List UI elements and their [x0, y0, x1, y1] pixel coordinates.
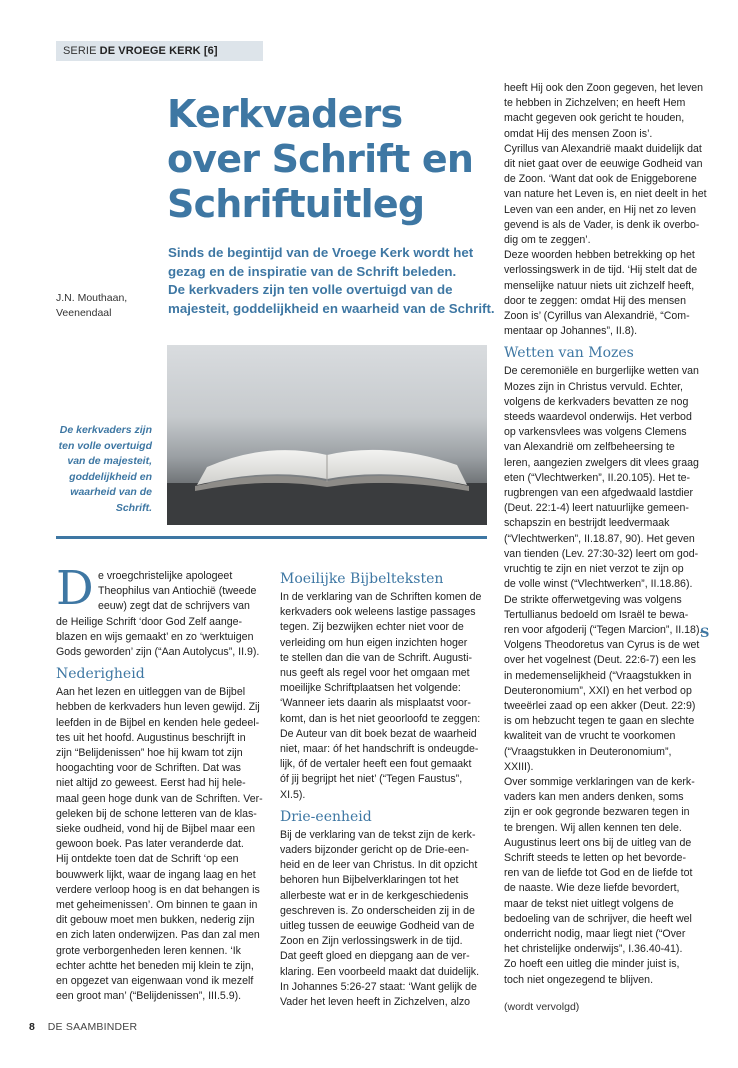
book-illustration: [167, 345, 487, 525]
caption-line: Schrift.: [115, 501, 152, 514]
text-line: Schrift steeds te letten op het bevorde-: [504, 851, 686, 864]
title-line: over Schrift en: [167, 137, 474, 181]
text-line: tes uit het hoofd. Augustinus beschrijft in: [56, 731, 246, 744]
text-line: ren van de liefde tot God en de liefde tot: [504, 867, 693, 880]
text-line: De strikte offerwetgeving was volgens: [504, 593, 682, 606]
text-line: macht gegeven ook gericht te houden,: [504, 112, 685, 125]
text-line: Zo hoeft een uitleg die minder juist is,: [504, 958, 680, 971]
text-line: heid en de leer van Christus. In dit opzicht: [280, 859, 478, 872]
section-heading: Drie-eenheid: [280, 808, 372, 825]
text-line: kerkvaders ook weleens lastige passages: [280, 606, 476, 619]
text-line: eeuw) zegt dat de schrijvers van: [98, 600, 250, 613]
page-footer: [29, 1021, 137, 1033]
text-line: en opgezet van eigenwaan vond ik mezelf: [56, 975, 254, 988]
section-body: [280, 590, 488, 803]
text-line: tweeërlei zaad op een akker (Deut. 22:9): [504, 699, 696, 712]
text-line: door te zeggen: omdat Hij des mensen: [504, 294, 686, 307]
text-line: Hij ontdekte toen dat de Schrift ‘op een: [56, 853, 239, 866]
text-line: menselijke natuur niets uit zichzelf heeft,: [504, 279, 695, 292]
text-line: Over sommige verklaringen van de kerk-: [504, 775, 695, 788]
text-line: te stellen dan die van de Schrift. Augusti-: [280, 651, 472, 664]
text-line: leefden in de Bijbel en kenden hele gedeel-: [56, 716, 260, 729]
text-line: nus geeft als regel voor het omgaan met: [280, 667, 470, 680]
text-line: de volle winst (“Vlechtwerken”, II.18.86).: [504, 578, 693, 591]
text-line: Augustinus leert ons bij de uitleg van de: [504, 836, 692, 849]
text-line: óf jij begrijpt het niet’ (“Tegen Faustus”,: [280, 773, 463, 786]
text-line: (“Vlechtwerken”, II.18.87, 90). Het geven: [504, 532, 695, 545]
text-line: onderricht nodig, maar liegt niet (“Over: [504, 927, 686, 940]
text-line: Theophilus van Antiochië (tweede: [98, 585, 257, 598]
text-line: Bij de verklaring van de tekst zijn de kerk-: [280, 828, 476, 841]
text-line: blazen en wijs gemaakt’ en zo ‘werktuigen: [56, 630, 254, 643]
text-line: op varkensvlees was volgens Clemens: [504, 426, 687, 439]
text-line: te brengen. Wij allen kennen ten dele.: [504, 821, 682, 834]
text-line: het christelijke onderwijs”, I.36.40-41).: [504, 943, 683, 956]
text-line: komt, dan is het niet geoorloofd te zeggen:: [280, 712, 481, 725]
text-line: schapszin en bestrijdt leedvermaak: [504, 517, 670, 530]
intro-line: De kerkvaders zijn ten volle overtuigd van de: [168, 282, 453, 297]
text-line: de Zoon. ‘Want dat ook de Eniggeborene: [504, 173, 697, 186]
text-line: lijk, óf de vertaler heeft een fout gemaakt: [280, 758, 472, 771]
text-line: en zich laten onderwijzen. Pas dan zal men: [56, 929, 260, 942]
text-line: verlossingswerk in de tijd. ‘Hij stelt dat de: [504, 264, 698, 277]
text-line: e vroegchristelijke apologeet: [98, 570, 233, 582]
text-line: gewoon boek. Pas later veranderde dat.: [56, 838, 244, 851]
magazine-name: DE SAAMBINDER: [47, 1021, 138, 1033]
text-line: over het vogelnest (Deut. 22:6-7) een les: [504, 654, 696, 667]
caption-line: waarheid van de: [70, 486, 152, 498]
drop-cap: D: [56, 561, 94, 616]
text-line: van tienden (Lev. 27:30-32) leert om god-: [504, 547, 699, 560]
text-line: allerbeste wat er in de kerkgeschiedenis: [280, 889, 469, 902]
text-line: geschreven is. Zo onderscheiden zij in de: [280, 904, 475, 917]
text-line: maar de tekst niet uitlegt volgens de: [504, 897, 674, 910]
text-line: volgens de kerkvaders bevatten ze nog: [504, 395, 689, 408]
author-byline: [56, 291, 127, 321]
open-bible-photo: [167, 345, 487, 525]
text-line: De Auteur van dit boek bezat de waarheid: [280, 727, 477, 740]
text-line: steeds waardevol onderwijs. Het verbod: [504, 411, 692, 424]
text-line: eten (“Vlechtwerken”, II.20.105). Het te-: [504, 471, 691, 484]
text-line: Cyrillus van Alexandrië maakt duidelijk dat: [504, 142, 702, 155]
photo-caption: [56, 423, 152, 516]
text-line: verleiding om hun eigen inzichten hoger: [280, 636, 468, 649]
text-line: omdat Hij des mensen Zoon is’.: [504, 127, 653, 140]
text-line: hebben de kerkvaders hun leven gewijd. Zij: [56, 701, 260, 714]
text-line: geleken bij de schone letteren van de klas-: [56, 807, 257, 820]
text-line: Volgens Theodoretus van Cyrus is de wet: [504, 639, 700, 652]
text-line: de Heilige Schrift ‘door God Zelf aange-: [56, 615, 243, 628]
page-number: 8: [29, 1021, 35, 1033]
section-divider: [56, 536, 487, 539]
text-line: Mozes zijn in Christus vervuld. Echter,: [504, 380, 683, 393]
text-line: mentaar op Johannes”, II.8).: [504, 325, 638, 338]
series-tab: [56, 41, 263, 61]
text-line: dit niet gaat over de eeuwige Godheid van: [504, 158, 703, 171]
text-line: toch niet ongezegend te blijven.: [504, 973, 654, 986]
caption-line: De kerkvaders zijn: [59, 424, 152, 436]
text-line: de naaste. Wie deze liefde bevordert,: [504, 882, 680, 895]
text-line: In de verklaring van de Schriften komen de: [280, 591, 482, 603]
text-line: niet, maar: óf het handschrift is ondeugde-: [280, 743, 479, 756]
title-line: Kerkvaders: [167, 92, 403, 136]
text-line: grote verborgenheden leren kennen. ‘Ik: [56, 944, 241, 957]
text-line: leren, aangezien zwelgers dit vlees graag: [504, 456, 699, 469]
series-name: DE VROEGE KERK [6]: [99, 45, 218, 57]
author-place: Veenendaal: [56, 307, 112, 319]
text-line: tegen. Zij bezwijken echter niet voor de: [280, 621, 464, 634]
text-line: van nature het Leven is, en niet deelt in het: [504, 188, 707, 201]
text-line: is om hebzucht tegen te gaan en slechte: [504, 715, 695, 728]
text-line: dig om te zeggen’.: [504, 234, 591, 247]
text-line: vaders kan men anders denken, soms: [504, 791, 684, 804]
body-column-1: [56, 561, 264, 1004]
text-line: vaders bijzonder gericht op de Drie-een-: [280, 844, 470, 857]
text-line: in medemenselijkheid (“Vraagstukken in: [504, 669, 692, 682]
intro-line: majesteit, goddelijkheid en waarheid van de Schrift.: [168, 300, 495, 316]
text-line: moeilijke Schriftplaatsen het volgende:: [280, 682, 461, 695]
text-line: In Johannes 5:26-27 staat: ‘Want gelijk de: [280, 980, 477, 993]
text-line: Vader het leven heeft in Zichzelven, alzo: [280, 996, 471, 1009]
section-body: [504, 81, 712, 339]
text-line: bouwwerk lijkt, waar de ingang laag en het: [56, 868, 256, 881]
section-heading: Moeilijke Bijbelteksten: [280, 571, 444, 587]
text-line: ‘Wanneer iets daarin als misplaatst voor-: [280, 697, 471, 710]
text-line: uitleg tussen de eeuwige Godheid van de: [280, 920, 475, 933]
table-surface: [167, 483, 487, 525]
article-title: [167, 92, 497, 227]
text-line: sieke oudheid, vond hij de Bijbel maar een: [56, 823, 256, 836]
caption-line: goddelijkheid en: [69, 470, 152, 483]
series-prefix: SERIE: [63, 45, 97, 57]
text-line: Dat geeft gloed en diepgang aan de ver-: [280, 950, 470, 963]
text-line: Zoon is’ (Cyrillus van Alexandrië, “Com-: [504, 310, 690, 323]
continued-note: (wordt vervolgd): [504, 1000, 580, 1013]
text-line: Aan het lezen en uitleggen van de Bijbel: [56, 686, 246, 699]
text-line: XI.5).: [280, 788, 306, 801]
text-line: Leven van een ander, en Hij net zo leven: [504, 203, 697, 216]
text-line: Zoon en Zijn verlossingswerk in de tijd.: [280, 935, 463, 948]
author-name: J.N. Mouthaan,: [56, 292, 128, 304]
text-line: dit gebouw moet men bukken, nederig zijn: [56, 914, 255, 927]
section-body: [504, 364, 712, 987]
text-line: te hebben in Zichzelven; en heeft Hem: [504, 97, 686, 110]
section-heading: Nederigheid: [56, 666, 145, 683]
text-line: rugbrengen van een afgedwaald lastdier: [504, 487, 694, 500]
text-line: met geheimenissen’. Om binnen te gaan in: [56, 899, 258, 912]
text-line: kwaliteit van de vrucht te voorkomen: [504, 730, 676, 743]
text-line: zijn “Belijdenissen” hoe hij kwam tot zijn: [56, 747, 243, 760]
body-column-3: [504, 81, 712, 1015]
section-body: [56, 685, 264, 1004]
text-line: (“Vraagstukken in Deuteronomium”,: [504, 745, 672, 758]
text-line: zijn er ook gegronde bezwaren tegen in: [504, 806, 690, 819]
text-line: verdere verloop hoog is en dat behangen is: [56, 883, 260, 896]
text-line: ren voor afgoderij (“Tegen Marcion”, II.18).: [504, 623, 703, 636]
caption-line: ten volle overtuigd: [58, 439, 152, 452]
text-line: Deze woorden hebben betrekking op het: [504, 249, 695, 262]
section-heading: Wetten van Mozes: [504, 345, 634, 362]
text-line: Gods geworden’ zijn (“Aan Autolycus”, II.9).: [56, 646, 260, 659]
text-line: niet altijd zo geweest. Eerst had hij hele-: [56, 777, 246, 790]
caption-line: van de majesteit,: [67, 455, 152, 467]
text-line: een groot man’ (“Belijdenissen”, III.5.9).: [56, 990, 242, 1003]
text-line: bedoeling van de schrijver, die heeft wel: [504, 912, 692, 925]
end-mark-icon: S: [700, 626, 710, 641]
section-body: [280, 828, 488, 1010]
text-line: Tertullianus bedoeld om Israël te bewa-: [504, 608, 689, 621]
text-line: behoren hun Bijbelverklaringen tot het: [280, 874, 459, 887]
text-line: gevend is als de Vader, is denk ik overbo-: [504, 218, 700, 231]
text-line: hoogachting voor de Schriften. Dat was: [56, 762, 241, 775]
text-line: echter achtte het beneden mij klein te zijn,: [56, 959, 254, 972]
intro-line: Sinds de begintijd van de Vroege Kerk wordt het: [168, 245, 474, 260]
text-line: van Alexandrië om zelfbeheersing te: [504, 441, 675, 454]
text-line: klaring. Een voorbeeld maakt dat duidelijk.: [280, 965, 480, 978]
text-line: vruchtig te zijn en niet verzot te zijn op: [504, 563, 684, 576]
body-column-2: [280, 569, 488, 1010]
text-line: De ceremoniële en burgerlijke wetten van: [504, 365, 699, 378]
title-line: Schriftuitleg: [167, 182, 425, 226]
text-line: (Deut. 22:1-4) leert natuurlijke gemeen-: [504, 502, 689, 515]
intro-line: gezag en de inspiratie van de Schrift beleden.: [168, 263, 457, 279]
intro-lead: [168, 244, 498, 318]
text-line: heeft Hij ook den Zoon gegeven, het leven: [504, 82, 704, 94]
text-line: Deuteronomium”, XXI) en het verbod op: [504, 684, 692, 697]
text-line: maal geen hoge dunk van de Schriften. Ver-: [56, 792, 263, 805]
text-line: XXIII).: [504, 760, 534, 773]
opening-paragraph: [56, 561, 264, 660]
